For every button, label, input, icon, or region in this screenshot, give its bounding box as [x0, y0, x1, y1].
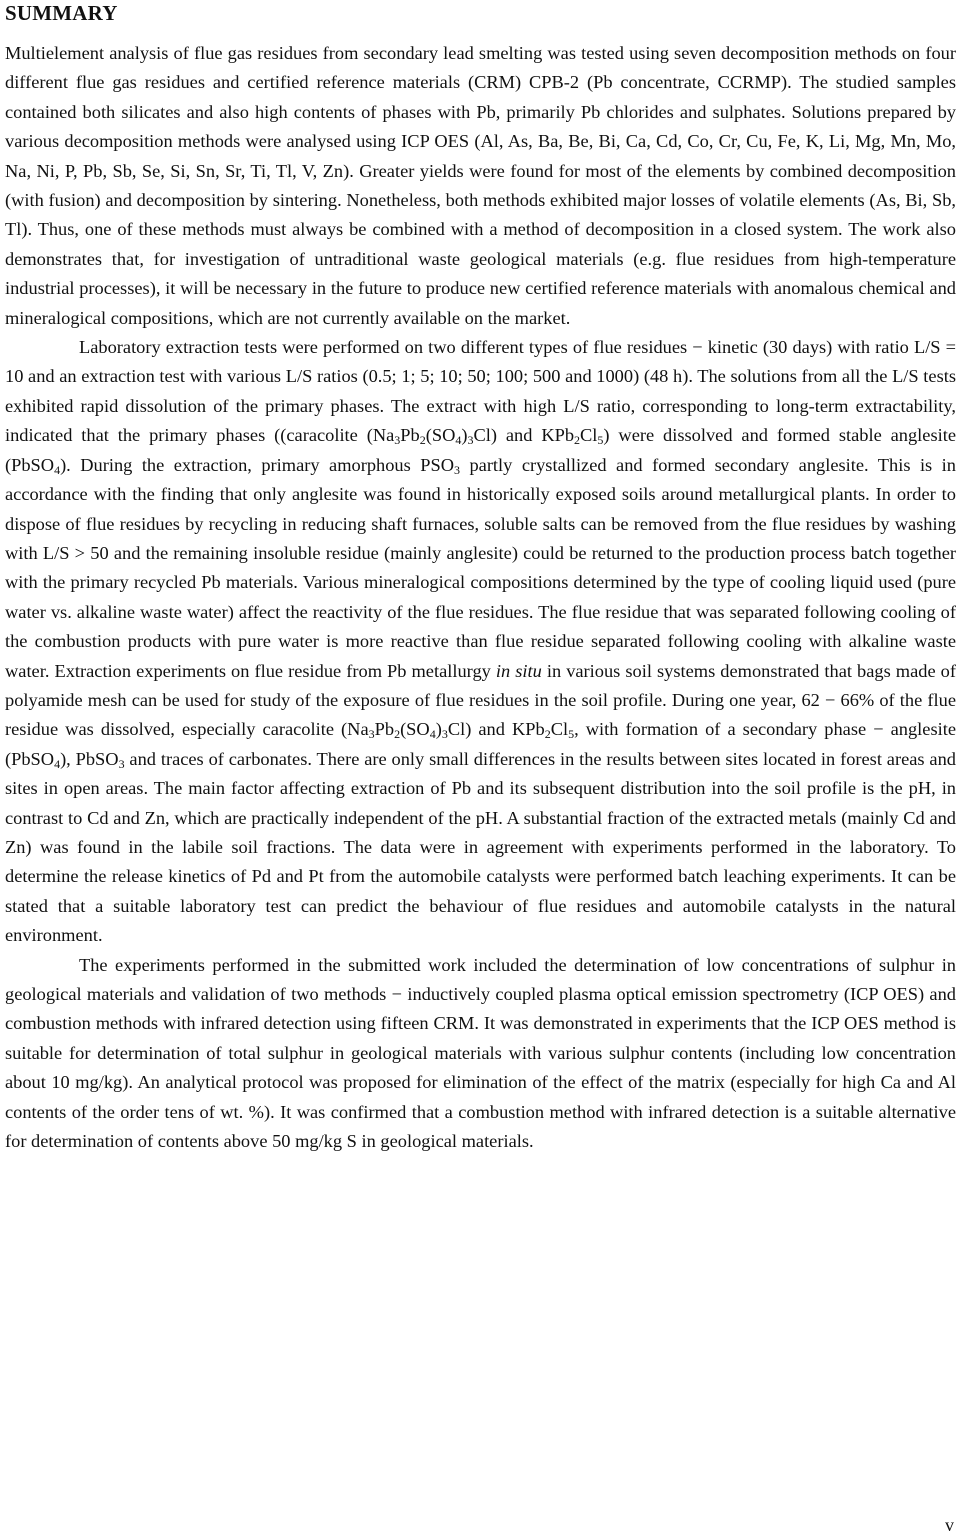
subscript: 3 [467, 433, 474, 448]
subscript: 3 [118, 756, 125, 771]
paragraph-sulphur-determination [5, 951, 956, 1157]
paragraph-text: , with formation of a secondary phase − anglesite (PbSO [5, 719, 956, 769]
subscript: 4 [429, 727, 436, 742]
paragraph-extraction-tests [5, 333, 956, 951]
document-page [5, 0, 956, 1156]
paragraph-text: Pb [400, 425, 420, 446]
paragraph-text: (SO [425, 425, 456, 446]
subscript: 2 [419, 433, 426, 448]
paragraph-text: ) [461, 425, 468, 446]
subscript: 2 [574, 433, 581, 448]
subscript: 5 [568, 727, 575, 742]
subscript: 3 [453, 462, 460, 477]
section-heading: SUMMARY [5, 1, 118, 25]
paragraph-text: The experiments performed in the submitted work included the determination of low concentrations of sulphur in geological materials and validation of two methods − inductively coupled plasma optical emission spectrometry (ICP OES) and combustion methods with infrared detection using fifteen CRM. It was demonstrated in experiments that the ICP OES method is suitable for determination of total sulphur in geological materials with various sulphur contents (including low concentration about 10 mg/kg). An analytical protocol was proposed for elimination of the effect of the matrix (especially for high Ca and Al contents of the order tens of wt. %). It was confirmed that a combustion method with infrared detection is a suitable alternative for determination of contents above 50 mg/kg S in geological materials. [5, 954, 956, 1152]
subscript: 3 [441, 727, 448, 742]
paragraph-text: ), PbSO [60, 748, 119, 769]
paragraph-text: ) were dissolved and formed stable anglesite (PbSO [5, 425, 956, 475]
page-number: v [945, 1515, 954, 1535]
subscript: 4 [54, 756, 61, 771]
paragraph-text: Laboratory extraction tests were performed on two different types of flue residues − kinetic (30 days) with ratio L/S = 10 and an extraction test with various L/S ratios (0.5; 1; 5; 10; 50; 100; 500 and 1000) (48 h). The solutions from all the L/S tests exhibited rapid dissolution of the primary phases. The extract with high L/S ratio, corresponding to long-term extractability, indicated that the primary phases ((caracolite (Na [5, 337, 956, 446]
subscript: 2 [544, 727, 551, 742]
subscript: 3 [394, 433, 401, 448]
paragraph-text: (SO [400, 719, 430, 740]
subscript: 3 [368, 727, 375, 742]
paragraph-text: Multielement analysis of flue gas residues from secondary lead smelting was tested using seven decomposition methods on four different flue gas residues and certified reference materials (CRM) CPB-2 (Pb concentrate, CCRMP). The studied samples contained both silicates and also high contents of phases with Pb, primarily Pb chlorides and sulphates. Solutions prepared by various decomposition methods were analysed using ICP OES (Al, As, Ba, Be, Bi, Ca, Cd, Co, Cr, Cu, Fe, K, Li, Mg, Mn, Mo, Na, Ni, P, Pb, Sb, Se, Si, Sn, Sr, Ti, Tl, V, Zn). Greater yields were found for most of the elements by combined decomposition (with fusion) and decomposition by sintering. Nonetheless, both methods exhibited major losses of volatile elements (As, Bi, Sb, Tl). Thus, one of these methods must always be combined with a method of decomposition in a closed system. The work also demonstrates that, for investigation of untraditional waste geological materials (e.g. flue residues from high-temperature industrial processes), it will be necessary in the future to produce new certified reference materials with anomalous chemical and mineralogical compositions, which are not currently available on the market. [5, 43, 956, 328]
subscript: 4 [54, 462, 61, 477]
paragraph-text: Cl [580, 425, 598, 446]
paragraph-text: ) [435, 719, 442, 740]
paragraph-text: Cl) and KPb [473, 425, 575, 446]
subscript: 2 [394, 727, 401, 742]
paragraph-text: partly crystallized and formed secondary anglesite. This is in accordance with the finding that only anglesite was found in historically exposed soils around metallurgical plants. In order to dispose of flue residues by recycling in reducing shaft furnaces, soluble salts can be removed from the flue residues by washing with L/S > 50 and the remaining insoluble residue (mainly anglesite) could be returned to the production process batch together with the primary recycled Pb materials. Various mineralogical compositions determined by the type of cooling liquid used (pure water vs. alkaline waste water) affect the reactivity of the flue residues. The flue residue that was separated following cooling of the combustion products with pure water is more reactive than flue residue separated following cooling with alkaline waste water. Extraction experiments on flue residue from Pb metallurgy [5, 454, 956, 681]
italic-term: in situ [495, 660, 542, 681]
paragraph-text: ). During the extraction, primary amorphous PSO [60, 454, 454, 475]
subscript: 5 [597, 433, 604, 448]
paragraph-text: and traces of carbonates. There are only small differences in the results between sites located in forest areas and sites in open areas. The main factor affecting extraction of Pb and its subsequent distribution into the soil profile is the pH, in contrast to Cd and Zn, which are practically independent of the pH. A substantial fraction of the extracted metals (mainly Cd and Zn) was found in the labile soil fractions. The data were in agreement with experiments performed in the laboratory. To determine the release kinetics of Pd and Pt from the automobile catalysts were performed batch leaching experiments. It can be stated that a suitable laboratory test can predict the behaviour of flue residues and automobile catalysts in the natural environment. [5, 748, 956, 946]
paragraph-text: Cl) and KPb [447, 719, 545, 740]
subscript: 4 [455, 433, 462, 448]
paragraph-text: Pb [374, 719, 395, 740]
summary-body [5, 39, 956, 1156]
paragraph-decomposition-methods [5, 39, 956, 333]
paragraph-text: Cl [550, 719, 569, 740]
paragraph-text: in various soil systems demonstrated that bags made of polyamide mesh can be used for study of the exposure of flue residues in the soil profile. During one year, 62 − 66% of the flue residue was dissolved, especially caracolite (Na [5, 660, 956, 740]
